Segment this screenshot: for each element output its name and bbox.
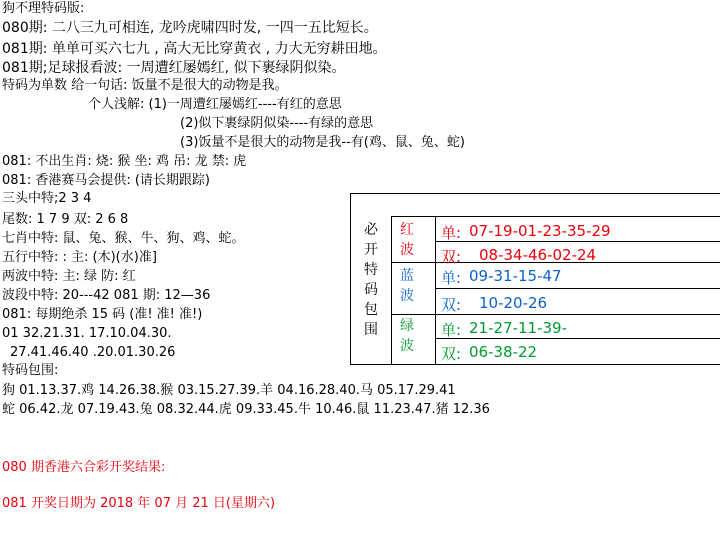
green-odd-tag: 单:	[441, 321, 462, 339]
page-title: 狗不理特码版:	[2, 1, 85, 16]
jockey-club-line: 081: 香港赛马会提供: (请长期跟踪)	[2, 173, 210, 188]
red-even-tag: 双:	[441, 248, 462, 266]
riddle-line-081: 081期: 单单可买六七九 , 高大无比穿黄衣 , 力大无穷耕田地。	[2, 41, 387, 57]
zodiac-codes-row-1: 狗 01.13.37.鸡 14.26.38.猴 03.15.27.39.羊 04.16.28.40.马 05.17.29.41	[2, 383, 456, 398]
kill-codes-row-1: 01 32.21.31. 17.10.04.30.	[2, 326, 172, 341]
zodiac-codes-row-2: 蛇 06.42.龙 07.19.43.兔 08.32.44.虎 09.33.45.牛 10.46.鼠 11.23.47.猪 12.36	[2, 402, 490, 417]
seven-zodiac-line: 七肖中特: 鼠、兔、猴、牛、狗、鸡、蛇。	[2, 231, 245, 246]
wave-range-line: 波段中特: 20---42 081 期: 12—36	[2, 288, 211, 303]
kill-codes-row-2: 27.41.46.40 .20.01.30.26	[10, 345, 176, 360]
green-wave-label: 绿波	[400, 318, 414, 354]
three-heads-line: 三头中特;2 3 4	[2, 191, 92, 206]
five-elements-line: 五行中特: : 主: (木)(水)准]	[2, 250, 157, 265]
draw-date-line: 081 开奖日期为 2018 年 07 月 21 日(星期六)	[2, 496, 276, 511]
interpretation-1: 个人浅解: (1)一周遭红屡嫣红----有红的意思	[88, 97, 342, 112]
blue-odd-tag: 单:	[441, 269, 462, 287]
draw-result-heading: 080 期香港六合彩开奖结果:	[2, 460, 166, 475]
blue-even-numbers: 10-20-26	[479, 294, 548, 312]
table-side-label: 必开特码包围	[364, 222, 378, 338]
interpretation-3: (3)饭量不是很大的动物是我--有(鸡、鼠、兔、蛇)	[180, 135, 465, 150]
tail-digits-line: 尾数: 1 7 9 双: 2 6 8	[2, 212, 129, 227]
special-codes-heading: 特码包围:	[2, 363, 59, 378]
blue-odd-numbers: 09-31-15-47	[469, 267, 562, 285]
green-even-tag: 双:	[441, 345, 462, 363]
red-wave-label: 红波	[400, 222, 414, 258]
red-even-numbers: 08-34-46-02-24	[479, 246, 597, 264]
riddle-line-080: 080期: 二八三九可相连, 龙吟虎啸四时发, 一四一五比短长。	[2, 20, 378, 36]
zodiac-exclusions: 081: 不出生肖: 烧: 猴 坐: 鸡 吊: 龙 禁: 虎	[2, 154, 247, 169]
red-odd-numbers: 07-19-01-23-35-29	[469, 222, 611, 240]
two-waves-line: 两波中特: 主: 绿 防: 红	[2, 269, 136, 284]
football-tip-line: 081期;足球报看波: 一周遭红屡嫣红, 似下裹绿阴似染。	[2, 60, 346, 76]
blue-wave-label: 蓝波	[400, 268, 414, 304]
blue-even-tag: 双:	[441, 296, 462, 314]
green-even-numbers: 06-38-22	[469, 343, 538, 361]
red-odd-tag: 单:	[441, 224, 462, 242]
green-odd-numbers: 21-27-11-39-	[469, 319, 567, 337]
kill-codes-line: 081: 每期绝杀 15 码 (准! 准! 准!)	[2, 307, 203, 322]
wave-codes-table	[350, 193, 720, 365]
special-odd-line: 特码为单数 给一句话: 饭量不是很大的动物是我。	[2, 78, 288, 93]
interpretation-2: (2)似下裹绿阴似染----有绿的意思	[180, 116, 374, 131]
